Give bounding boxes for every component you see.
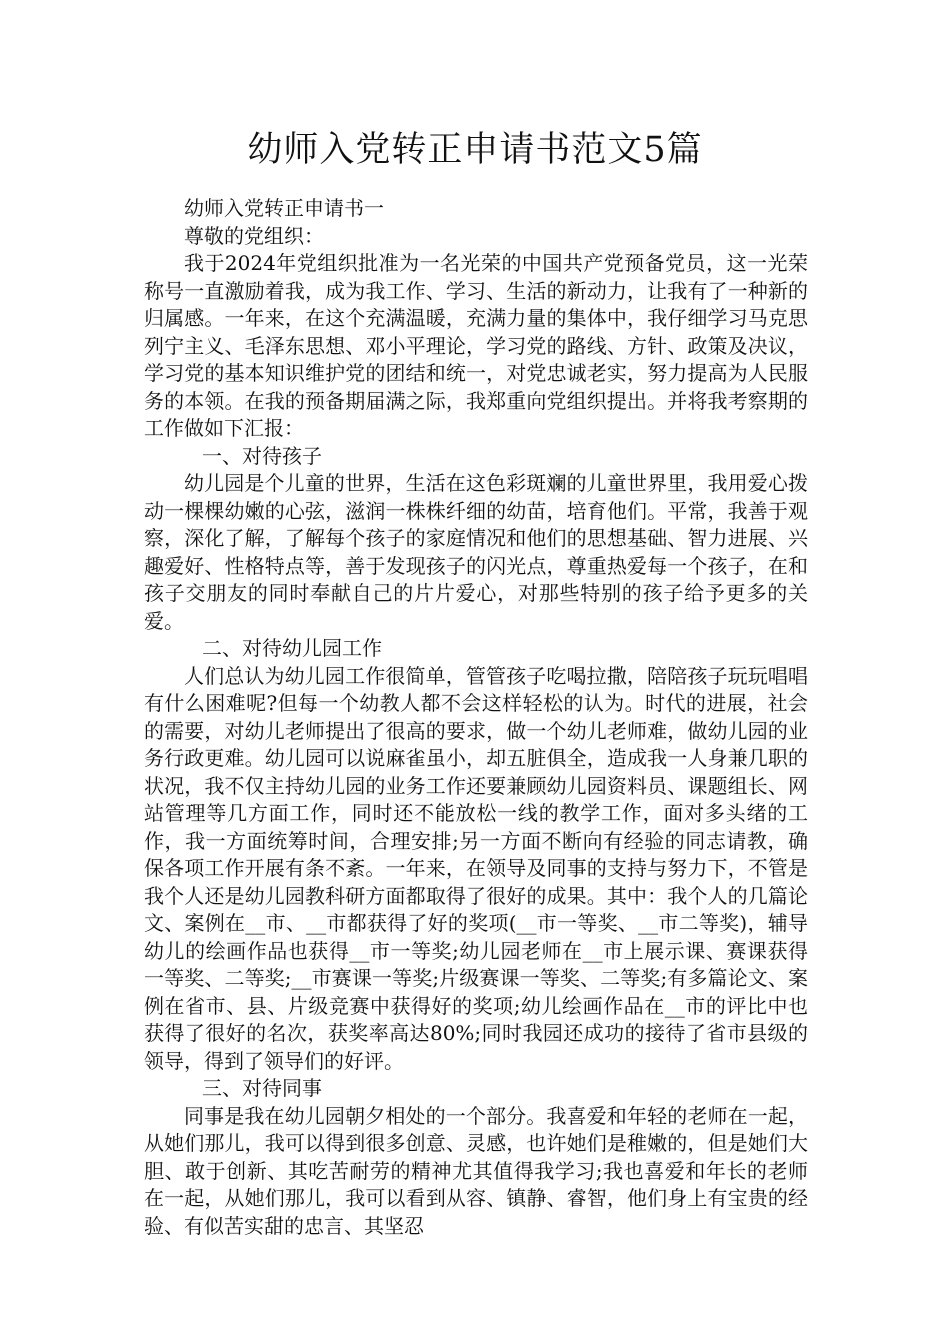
section-heading-colleagues: 三、对待同事 <box>202 1076 322 1100</box>
document-title: 幼师入党转正申请书范文5篇 <box>247 130 703 170</box>
colleagues-paragraph: 同事是我在幼儿园朝夕相处的一个部分。我喜爱和年轻的老师在一起，从她们那儿，我可以得到很多创意、灵感，也许她们是稚嫩的，但是她们大胆、敢于创新、其吃苦耐劳的精神尤其值得我学习;我也喜爱和年长的老师在一起，从她们那儿，我可以看到从容、镇静、睿智，他们身上有宝贵的经验、有似苦实甜的忠言、其坚忍 <box>144 1103 808 1238</box>
section-heading-children: 一、对待孩子 <box>202 443 322 468</box>
section-heading-kindergarten-work: 二、对待幼儿园工作 <box>202 636 382 660</box>
children-paragraph: 幼儿园是个儿童的世界，生活在这色彩斑斓的儿童世界里，我用爱心拨动一棵棵幼嫩的心弦，滋润一株株纤细的幼苗，培育他们。平常，我善于观察，深化了解，了解每个孩子的家庭情况和他们的思想基础、智力进展、兴趣爱好、性格特点等，善于发现孩子的闪光点，尊重热爱每一个孩子，在和孩子交朋友的同时奉献自己的片片爱心，对那些特别的孩子给予更多的关爱。 <box>144 471 808 633</box>
intro-paragraph: 我于2024年党组织批准为一名光荣的中国共产党预备党员，这一光荣称号一直激励着我，成为我工作、学习、生活的新动力，让我有了一种新的归属感。一年来，在这个充满温暖，充满力量的集体中，我仔细学习马克思列宁主义、毛泽东思想、邓小平理论，学习党的路线、方针、政策及决议，学习党的基本知识维护党的团结和统一，对党忠诚老实，努力提高为人民服务的本领。在我的预备期届满之际，我郑重向党组织提出。并将我考察期的工作做如下汇报： <box>144 251 808 440</box>
salutation: 尊敬的党组织： <box>184 223 324 248</box>
letter-heading: 幼师入党转正申请书一 <box>184 196 384 220</box>
document-body <box>144 195 808 1240</box>
kindergarten-work-paragraph: 人们总认为幼儿园工作很简单，管管孩子吃喝拉撒，陪陪孩子玩玩唱唱有什么困难呢?但每一个幼教人都不会这样轻松的认为。时代的进展，社会的需要，对幼儿老师提出了很高的要求，做一个幼儿老师难，做幼儿园的业务行政更难。幼儿园可以说麻雀虽小，却五脏俱全，造成我一人身兼几职的状况，我不仅主持幼儿园的业务工作还要兼顾幼儿园资料员、课题组长、网站管理等几方面工作，同时还不能放松一线的教学工作，面对多头绪的工作，我一方面统筹时间，合理安排;另一方面不断向有经验的同志请教，确保各项工作开展有条不紊。一年来，在领导及同事的支持与努力下，不管是我个人还是幼儿园教科研方面都取得了很好的成果。其中：我个人的几篇论文、案例在__市、__市都获得了好的奖项(__市一等奖、__市二等奖)，辅导幼儿的绘画作品也获得__市一等奖;幼儿园老师在__市上展示课、赛课获得一等奖、二等奖;__市赛课一等奖;片级赛课一等奖、二等奖;有多篇论文、案例在省市、县、片级竞赛中获得好的奖项;幼儿绘画作品在__市的评比中也获得了很好的名次，获奖率高达80%;同时我园还成功的接待了省市县级的领导，得到了领导们的好评。 <box>144 663 808 1073</box>
